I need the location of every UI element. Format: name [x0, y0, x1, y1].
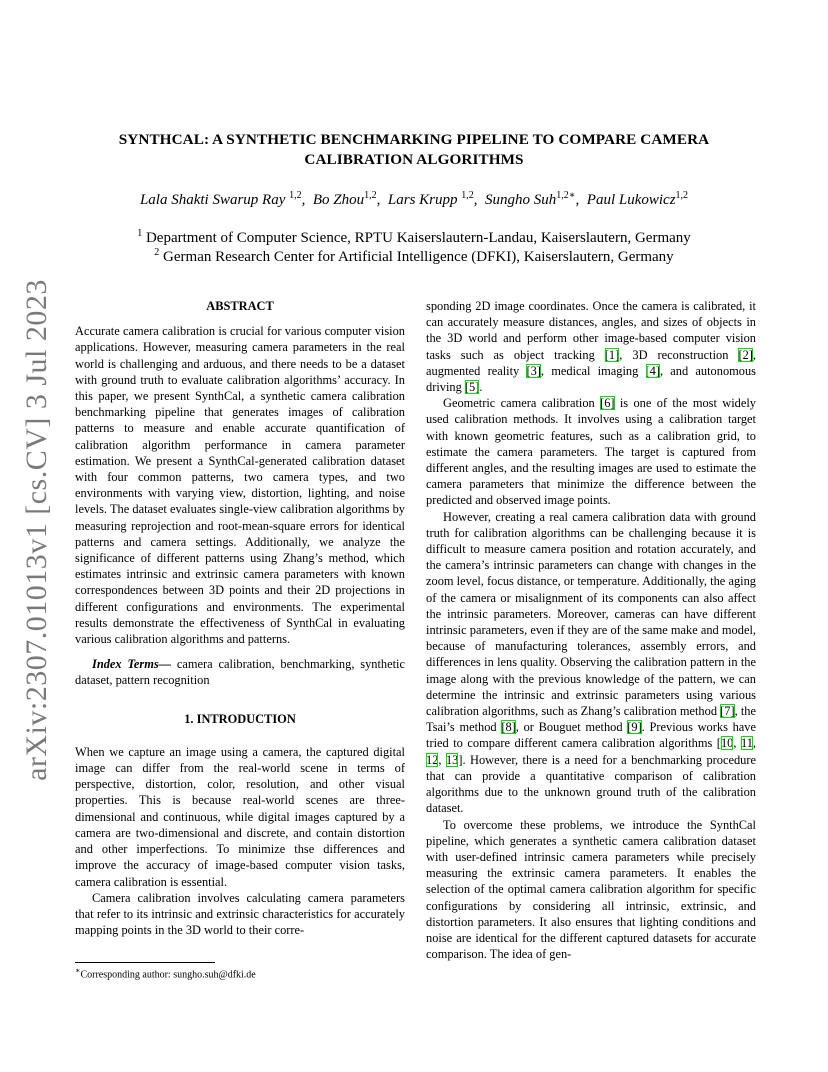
left-column — [75, 298, 405, 938]
index-terms-label: Index Terms— — [92, 657, 172, 672]
author-affiliation: 1,2 — [364, 190, 377, 201]
abstract-text: Accurate camera calibration is crucial for various computer vision applications. However, measuring camera parameters in the real world is challenging and arduous, and there needs to be a dataset with ground truth to evaluate calibration algorithms’ accuracy. In this paper, we present SynthCal, a synthetic camera calibration benchmarking pipeline that generates images of calibration patterns to measure and enable accurate quantification of calibration algorithm performance in camera parameter estimation. We present a SynthCal-generated calibration dataset with four common patterns, two camera types, and two environments with varying view, distortion, lighting, and noise levels. The dataset evaluates single-view calibration algorithms by measuring reprojection and root-mean-square errors for identical patterns and camera settings. Additionally, we analyze the significance of different patterns using Zhang’s method, which estimates intrinsic and extrinsic camera parameters with known correspondences between 3D points and their 2D projections in different configurations and environments. The experimental results demonstrate the effectiveness of SynthCal in evaluating various calibration algorithms and patterns. — [75, 324, 405, 647]
intro-paragraph-1: When we capture an image using a camera, the captured digital image can differ from the real-world scene in terms of perspective, distortion, color, resolution, and other visual properties. This is because real-world scenes are three-dimensional and continuous, while digital images captured by a camera are two-dimensional and discrete, and contain distortion and other imperfections. To minimize thse differences and improve the accuracy of image-based computer vision tasks, camera calibration is essential. — [75, 744, 405, 889]
citation-link[interactable]: [6] — [600, 396, 615, 411]
right-paragraph-1: sponding 2D image coordinates. Once the camera is calibrated, it can accurately measure distances, angles, and sizes of objects in the 3D world and perform other image-based computer vision tasks such as object tracking [1], 3D reconstruction [2], augmented reality [3], medical imaging [4], and autonomous driving [5]. — [426, 299, 756, 395]
author-name: Paul Lukowicz — [586, 192, 676, 208]
citation-link[interactable]: [7] — [720, 704, 735, 719]
right-paragraph-4: To overcome these problems, we introduce the SynthCal pipeline, which generates a synthetic camera calibration dataset with user-defined intrinsic camera parameters while precisely measuring the extrinsic camera parameters. It enables the selection of the optimal camera calibration algorithm for specific configurations by considering all intrinsic, extrinsic, and distortion parameters. It also ensures that lighting conditions and noise are identical for the different captured datasets for accurate comparison. The idea of gen- — [426, 817, 756, 962]
footnote — [75, 966, 256, 980]
author-name: Sungho Suh — [485, 192, 557, 208]
footnote-text: Corresponding author: sungho.suh@dfki.de — [80, 969, 256, 981]
author-name: Bo Zhou — [312, 192, 365, 208]
citation-link[interactable]: [3] — [526, 363, 541, 378]
right-paragraph-2: Geometric camera calibration [6] is one of the most widely used calibration methods. It involves using a calibration target with known geometric features, such as a calibration grid, to estimate the camera parameters. The target is captured from different angles, and the resulting images are used to estimate the camera parameters that minimize the difference between the predicted and observed image points. — [426, 396, 756, 508]
author-list: Lala Shakti Swarup Ray $^{1,2}$, Bo Zhou$^{1,2}$, Lars Krupp $^{1,2}$, Sungho Suh$^{1,2∗}$, Paul Lukowicz$^{1,2}$ — [139, 190, 689, 208]
citation-link[interactable]: 10 — [720, 736, 734, 751]
right-column — [426, 298, 756, 962]
paper-title — [80, 130, 748, 170]
citation-link[interactable]: [2] — [738, 347, 753, 362]
index-terms — [75, 656, 405, 688]
citation-link[interactable]: [8] — [501, 720, 516, 735]
citation-link[interactable]: [1] — [604, 347, 620, 362]
author-name: Lala Shakti Swarup Ray — [139, 192, 286, 208]
title-line-2: CALIBRATION ALGORITHMS — [304, 151, 524, 168]
intro-paragraph-2: Camera calibration involves calculating camera parameters that refer to its intrinsic and extrinsic characteristics for accurately mapping points in the 3D world to their corre- — [75, 890, 405, 938]
author-affiliation: 1,2 — [289, 190, 302, 201]
citation-link[interactable]: 12 — [426, 752, 439, 767]
citation-link[interactable]: 11 — [740, 736, 753, 751]
title-line-1: SYNTHCAL: A SYNTHETIC BENCHMARKING PIPELINE TO COMPARE CAMERA — [118, 131, 710, 148]
citation-link[interactable]: [9] — [627, 720, 642, 735]
intro-heading: 1. INTRODUCTION — [184, 711, 296, 726]
affiliation-text: Department of Computer Science, RPTU Kaiserslautern-Landau, Kaiserslautern, Germany — [145, 230, 691, 246]
citation-link[interactable]: [5] — [464, 380, 480, 395]
author-affiliation: 1,2 — [675, 190, 689, 201]
citation-link[interactable]: 13 — [445, 752, 459, 767]
index-terms-text: camera calibration, benchmarking, synthetic dataset, pattern recognition — [75, 657, 405, 688]
footnote-mark: ∗ — [75, 966, 81, 975]
affiliation-number: 1 — [137, 228, 143, 239]
affiliation-2 — [80, 244, 748, 266]
arxiv-watermark — [14, 279, 60, 781]
author-affiliation: 1,2 — [461, 190, 474, 201]
citation-link[interactable]: [4] — [645, 363, 660, 378]
abstract-heading: ABSTRACT — [206, 299, 274, 313]
author-affiliation: 1,2∗ — [556, 190, 576, 201]
author-name: Lars Krupp — [387, 192, 458, 208]
right-paragraph-3: However, creating a real camera calibration data with ground truth for calibration algorithms can be challenging because it is difficult to measure camera position and rotation accurately, and the camera’s intrinsic parameters can change with changes in the zoom level, focus distance, or temperature. Additionally, the aging of the camera or misalignment of its components can also affect the intrinsic parameters. Moreover, cameras can have different intrinsic parameters, even if they are of the same make and model, because of manufacturing tolerances, assembly errors, and differences in lens quality. Observing the calibration pattern in the image along with the previous knowledge of the pattern, we can determine the intrinsic and extrinsic parameters using various calibration algorithms, such as Zhang’s calibration method [7], the Tsai’s method [8], or Bouguet method [9]. Previous works have tried to compare different camera calibration algorithms [10, 11, 12, 13]. However, there is a need for a benchmarking procedure that can provide a quantitative comparison of calibration algorithms due to the unknown ground truth of the calibration dataset. — [426, 509, 757, 816]
affiliation-text: German Research Center for Artificial Intelligence (DFKI), Kaiserslautern, Germany — [163, 249, 674, 265]
arxiv-id: arXiv:2307.01013v1 [cs.CV] 3 Jul 2023 — [20, 279, 53, 781]
footnote-rule — [75, 962, 215, 963]
affiliation-number: 2 — [154, 247, 160, 258]
